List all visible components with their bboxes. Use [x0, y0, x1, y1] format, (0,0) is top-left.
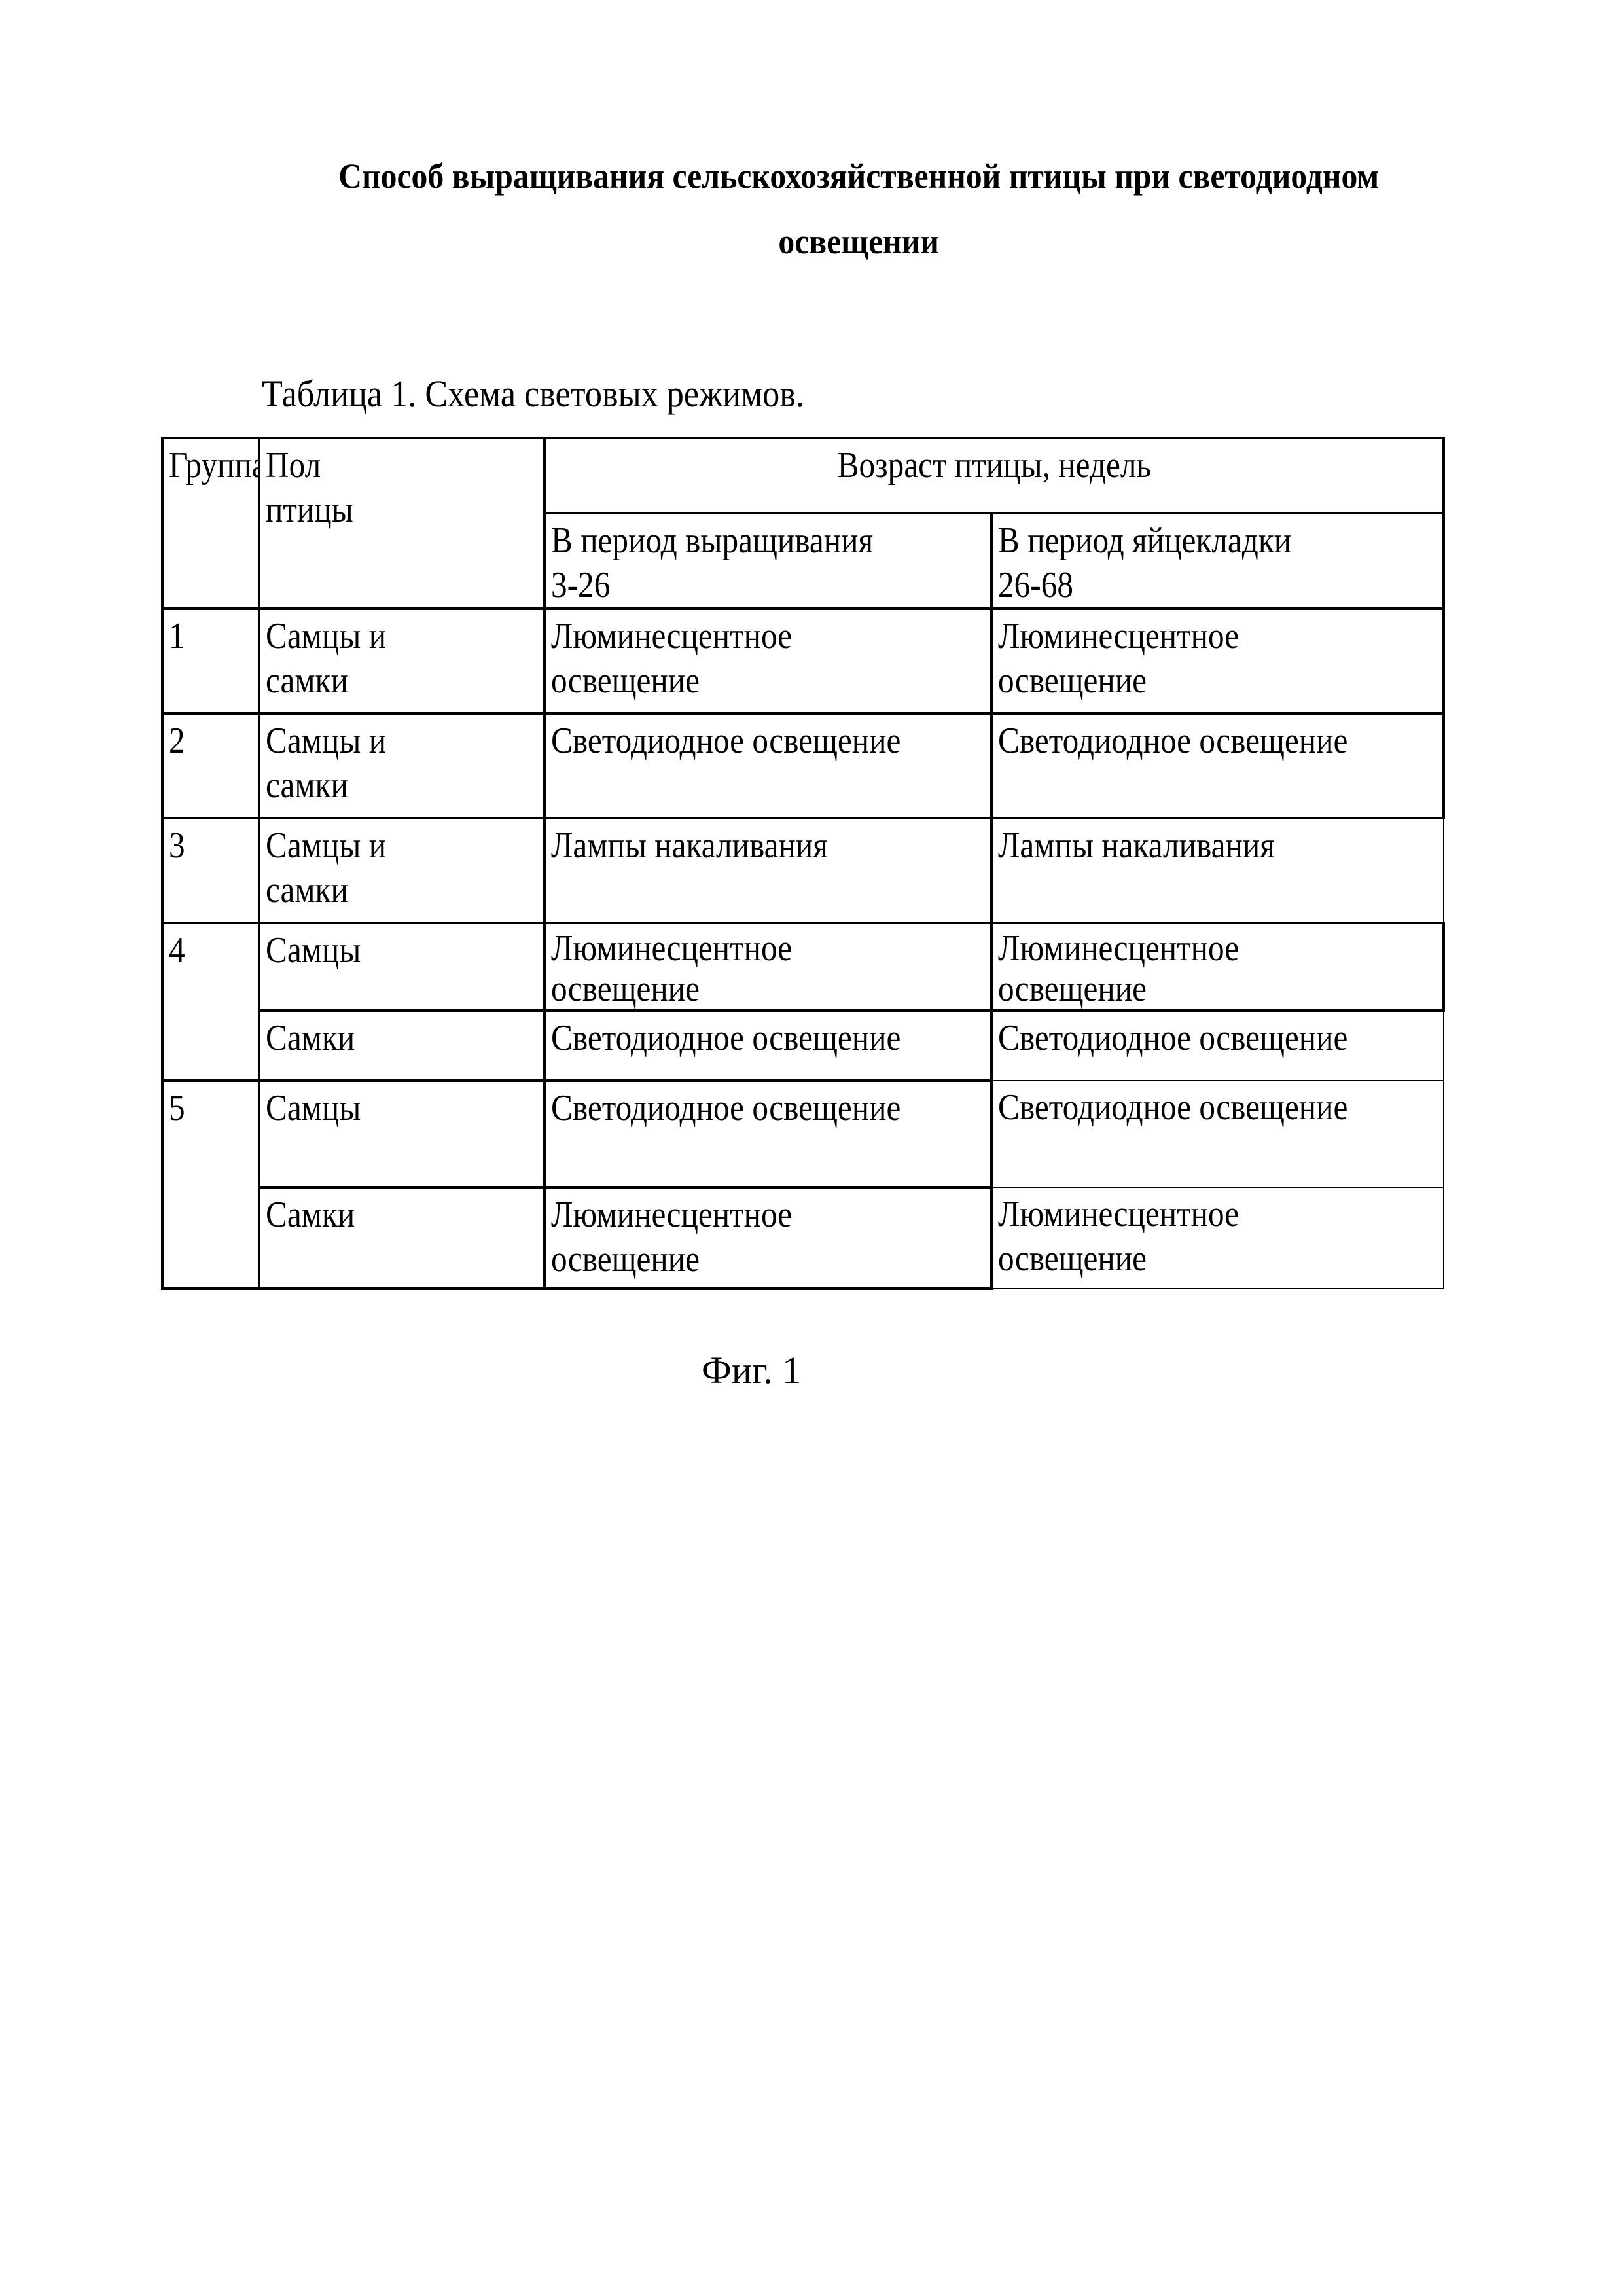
- table-row: [162, 818, 1444, 923]
- cell-sex: [259, 818, 544, 923]
- header-period-rearing: [544, 513, 991, 609]
- sex-line-1: Самцы и: [266, 719, 386, 763]
- header-age-label: Возраст птицы, недель: [837, 443, 1150, 488]
- laying-line-2: освещение: [998, 969, 1147, 1009]
- cell-sex: [259, 713, 544, 818]
- header-group-label: Группа: [169, 443, 259, 488]
- cell-group: [162, 1081, 259, 1289]
- header-period-laying-line-1: В период яйцекладки: [998, 518, 1291, 563]
- cell-group: [162, 818, 259, 923]
- cell-group: [162, 923, 259, 1081]
- table-header-row: [162, 438, 1444, 513]
- sex-line-2: самки: [266, 763, 348, 808]
- header-age: [544, 438, 1444, 513]
- header-period-rearing-line-1: В период выращивания: [551, 518, 873, 563]
- rearing-line-1: Светодиодное освещение: [551, 719, 901, 763]
- cell-sex: [259, 609, 544, 713]
- laying-line-1: Лампы накаливания: [998, 823, 1275, 868]
- header-period-laying-line-2: 26-68: [998, 563, 1073, 607]
- laying-line-1: Люминесцентное: [998, 1192, 1239, 1236]
- header-period-rearing-line-2: 3-26: [551, 563, 610, 607]
- lighting-schemes-table: [161, 437, 1445, 1290]
- header-period-laying: [991, 513, 1444, 609]
- document-title-line-1: Способ выращивания сельскохозяйственной птицы при светодиодном: [112, 156, 1605, 196]
- laying-line-2: освещение: [998, 1236, 1147, 1281]
- cell-sex: [259, 1081, 544, 1187]
- group-number: 1: [169, 614, 185, 658]
- cell-rearing: [544, 1187, 991, 1289]
- laying-line-1: Светодиодное освещение: [998, 1085, 1347, 1130]
- table-row: [162, 1011, 1444, 1081]
- table-row: [162, 1187, 1444, 1289]
- sex-line-1: Самцы и: [266, 614, 386, 658]
- figure-label: Фиг. 1: [702, 1348, 801, 1392]
- group-number: 4: [169, 928, 185, 973]
- rearing-line-1: Светодиодное освещение: [551, 1086, 901, 1130]
- laying-line-1: Люминесцентное: [998, 928, 1239, 969]
- cell-laying: [991, 1011, 1444, 1081]
- rearing-line-1: Люминесцентное: [551, 614, 792, 658]
- cell-rearing: [544, 609, 991, 713]
- cell-group: [162, 609, 259, 713]
- laying-line-1: Светодиодное освещение: [998, 719, 1347, 763]
- document-title-line-2: освещении: [112, 221, 1605, 262]
- table-row: [162, 1081, 1444, 1187]
- header-group: [162, 438, 259, 609]
- cell-rearing: [544, 1081, 991, 1187]
- cell-laying: [991, 609, 1444, 713]
- header-sex: [259, 438, 544, 609]
- laying-line-2: освещение: [998, 658, 1147, 703]
- cell-sex: [259, 923, 544, 1011]
- sex-line-2: самки: [266, 868, 348, 912]
- header-sex-line-1: Пол: [266, 443, 321, 488]
- laying-line-1: Светодиодное освещение: [998, 1016, 1347, 1060]
- group-number: 5: [169, 1086, 185, 1130]
- cell-rearing: [544, 923, 991, 1011]
- rearing-line-2: освещение: [551, 969, 700, 1009]
- cell-laying: [991, 713, 1444, 818]
- cell-laying: [991, 1081, 1444, 1187]
- rearing-line-1: Светодиодное освещение: [551, 1016, 901, 1060]
- rearing-line-1: Люминесцентное: [551, 928, 792, 969]
- sex-line-1: Самки: [266, 1193, 355, 1237]
- cell-rearing: [544, 713, 991, 818]
- rearing-line-1: Лампы накаливания: [551, 823, 828, 868]
- cell-group: [162, 713, 259, 818]
- laying-line-1: Люминесцентное: [998, 614, 1239, 658]
- table-row: [162, 609, 1444, 713]
- header-sex-line-2: птицы: [266, 488, 353, 532]
- group-number: 2: [169, 719, 185, 763]
- sex-line-1: Самцы: [266, 928, 361, 973]
- cell-rearing: [544, 1011, 991, 1081]
- sex-line-1: Самки: [266, 1016, 355, 1060]
- sex-line-1: Самцы: [266, 1086, 361, 1130]
- table-caption: Таблица 1. Схема световых режимов.: [262, 372, 804, 416]
- cell-laying: [991, 1187, 1444, 1289]
- rearing-line-2: освещение: [551, 1237, 700, 1282]
- cell-laying: [991, 818, 1444, 923]
- sex-line-1: Самцы и: [266, 823, 386, 868]
- cell-sex: [259, 1187, 544, 1289]
- cell-laying: [991, 923, 1444, 1011]
- table-row: [162, 713, 1444, 818]
- rearing-line-2: освещение: [551, 658, 700, 703]
- rearing-line-1: Люминесцентное: [551, 1193, 792, 1237]
- group-number: 3: [169, 823, 185, 868]
- table-row: [162, 923, 1444, 1011]
- sex-line-2: самки: [266, 658, 348, 703]
- cell-rearing: [544, 818, 991, 923]
- cell-sex: [259, 1011, 544, 1081]
